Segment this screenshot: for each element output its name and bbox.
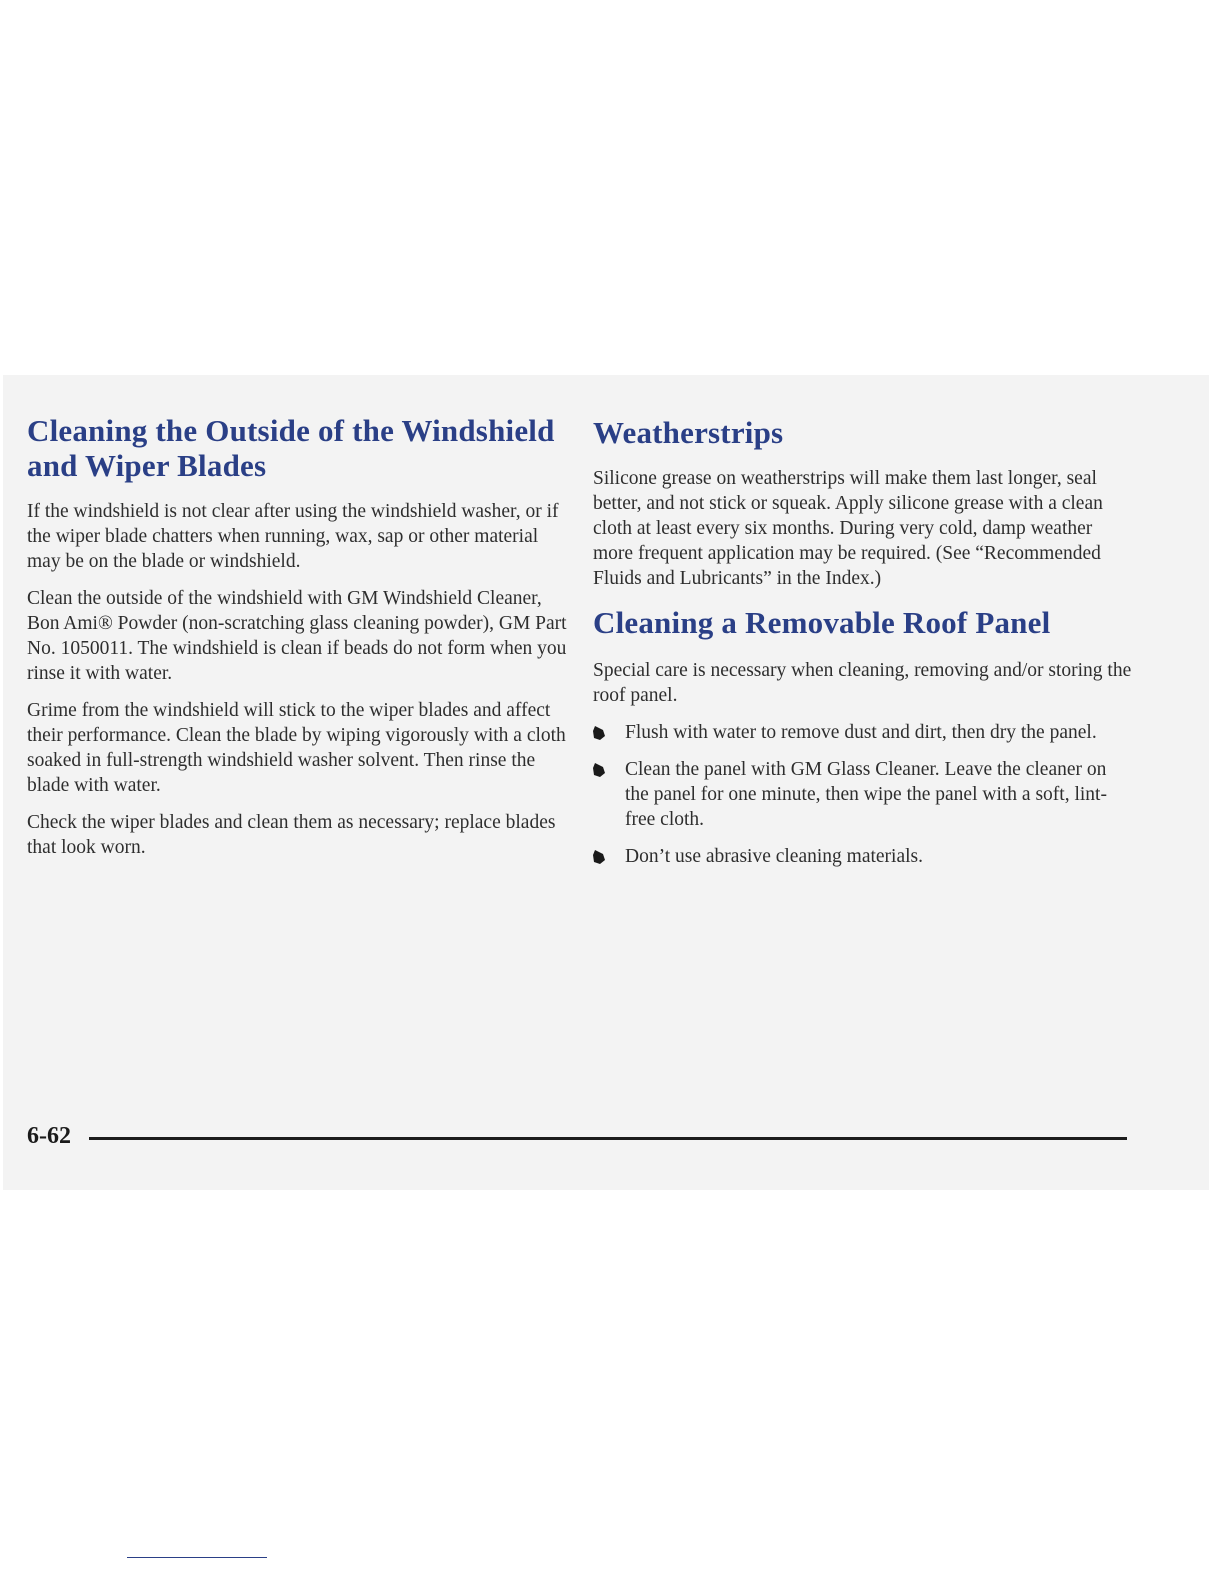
weatherstrips-heading: Weatherstrips bbox=[593, 415, 784, 450]
bottom-link-underline bbox=[127, 1557, 267, 1558]
page-number: 6-62 bbox=[27, 1123, 71, 1149]
windshield-cleaning-heading: Cleaning the Outside of the Windshield and Wiper Blades bbox=[27, 413, 555, 483]
right-column bbox=[593, 375, 1133, 881]
roof-panel-bullet-list bbox=[593, 720, 1133, 869]
page-footer bbox=[27, 1121, 1127, 1151]
windshield-paragraph-3: Grime from the windshield will stick to the wiper blades and affect their performance. Clean the blade by wiping vigorously with a cloth soaked in full-strength windshield washer solvent. Then rinse the blade with water. bbox=[27, 700, 566, 796]
bullet-icon bbox=[593, 850, 605, 864]
bullet-icon bbox=[593, 726, 605, 740]
left-column bbox=[27, 375, 567, 872]
list-item bbox=[593, 720, 1133, 745]
roof-panel-intro: Special care is necessary when cleaning, removing and/or storing the roof panel. bbox=[593, 660, 1132, 706]
weatherstrips-paragraph: Silicone grease on weatherstrips will make them last longer, seal better, and not stick or squeak. Apply silicone grease with a clean cloth at least every six months. During very cold, damp weather more frequent application may be required. (See “Recommended Fluids and Lubricants” in the Index.) bbox=[593, 468, 1103, 589]
windshield-paragraph-1: If the windshield is not clear after using the windshield washer, or if the wiper blade chatters when running, wax, sap or other material may be on the blade or windshield. bbox=[27, 501, 559, 572]
list-item bbox=[593, 757, 1133, 832]
manual-page-panel bbox=[3, 375, 1209, 1190]
bullet-icon bbox=[593, 763, 605, 777]
windshield-paragraph-4: Check the wiper blades and clean them as necessary; replace blades that look worn. bbox=[27, 812, 556, 858]
windshield-paragraph-2: Clean the outside of the windshield with GM Windshield Cleaner, Bon Ami® Powder (non-scratching glass cleaning powder), GM Part No. 1050011. The windshield is clean if beads do not form when you rinse it with water. bbox=[27, 588, 567, 684]
roof-bullet-text-1: Flush with water to remove dust and dirt, then dry the panel. bbox=[625, 722, 1097, 743]
footer-rule bbox=[89, 1137, 1127, 1140]
roof-bullet-text-2: Clean the panel with GM Glass Cleaner. Leave the cleaner on the panel for one minute, then wipe the panel with a soft, lint-free cloth. bbox=[625, 759, 1107, 830]
roof-panel-heading: Cleaning a Removable Roof Panel bbox=[593, 605, 1051, 640]
roof-bullet-text-3: Don’t use abrasive cleaning materials. bbox=[625, 846, 923, 867]
list-item bbox=[593, 844, 1133, 869]
